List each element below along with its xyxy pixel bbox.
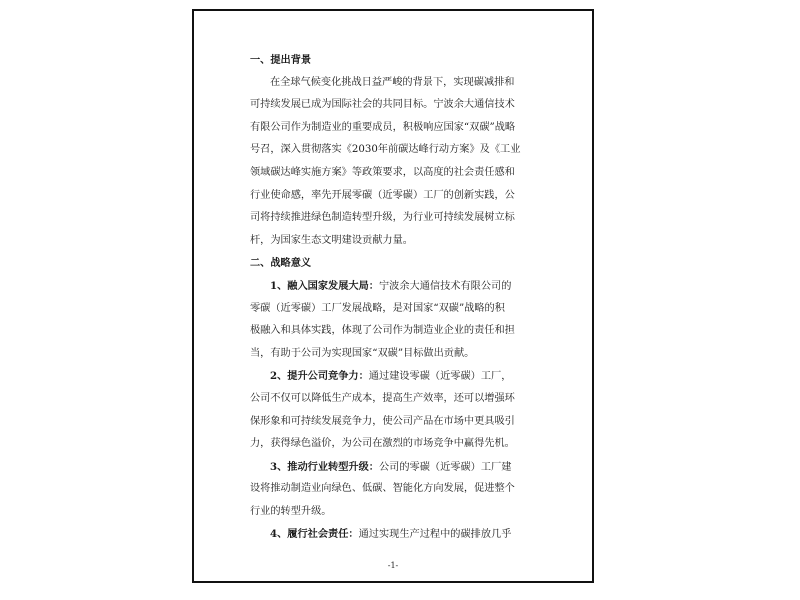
paragraph-lead: 2、提升公司竞争力： (270, 370, 369, 383)
paragraph-line: 保形象和可持续发展竞争力，使公司产品在市场中更具吸引 (250, 415, 515, 427)
paragraph-line: 有限公司作为制造业的重要成员，积极响应国家“双碳”战略 (250, 121, 516, 133)
paragraph-text: 宁波余大通信技术有限公司的 (378, 280, 512, 292)
paragraph-line (250, 275, 554, 298)
paragraph-line: 行业的转型升级。 (250, 505, 332, 517)
paragraph-line: 杆，为国家生态文明建设贡献力量。 (250, 234, 413, 246)
paragraph-line (250, 523, 554, 546)
paragraph-line: 行业使命感，率先开展零碳（近零碳）工厂的创新实践，公 (250, 189, 515, 201)
page-number: -1- (387, 561, 399, 570)
paragraph-line: 司将持续推进绿色制造转型升级，为行业可持续发展树立标 (250, 212, 515, 224)
paragraph-line: 领域碳达峰实施方案》等政策要求，以高度的社会责任感和 (250, 166, 515, 178)
paragraph-line: 在全球气候变化挑战日益严峻的背景下，实现碳减排和 (270, 76, 515, 88)
paragraph-line: 力，获得绿色溢价，为公司在激烈的市场竞争中赢得先机。 (250, 438, 515, 450)
document-body (250, 49, 554, 546)
section-heading: 二、战略意义 (250, 257, 312, 270)
paragraph-lead: 4、履行社会责任： (270, 528, 359, 541)
paragraph-line: 零碳（近零碳）工厂发展战略，是对国家“双碳”战略的积 (250, 302, 505, 314)
document-page (192, 9, 594, 583)
paragraph-text: 通过实现生产过程中的碳排放几乎 (358, 529, 512, 541)
paragraph-text: 通过建设零碳（近零碳）工厂， (368, 371, 512, 383)
paragraph-text: 公司的零碳（近零碳）工厂建 (378, 461, 512, 473)
paragraph-line: 可持续发展已成为国际社会的共同目标。宁波余大通信技术 (250, 99, 515, 111)
section-heading: 一、提出背景 (250, 54, 312, 66)
paragraph-lead: 1、融入国家发展大局： (270, 279, 379, 292)
paragraph-lead: 3、推动行业转型升级： (270, 460, 379, 473)
paragraph-line: 极融入和具体实践，体现了公司作为制造业企业的责任和担 (250, 325, 515, 337)
paragraph-line (250, 365, 554, 388)
paragraph-line: 公司不仅可以降低生产成本，提高生产效率，还可以增强环 (250, 392, 515, 404)
paragraph-line: 当，有助于公司为实现国家“双碳”目标做出贡献。 (250, 347, 475, 359)
paragraph-line (250, 456, 554, 479)
paragraph-line: 设将推动制造业向绿色、低碳、智能化方向发展，促进整个 (250, 483, 515, 495)
paragraph-line: 号召，深入贯彻落实《2030年前碳达峰行动方案》及《工业 (250, 144, 521, 156)
